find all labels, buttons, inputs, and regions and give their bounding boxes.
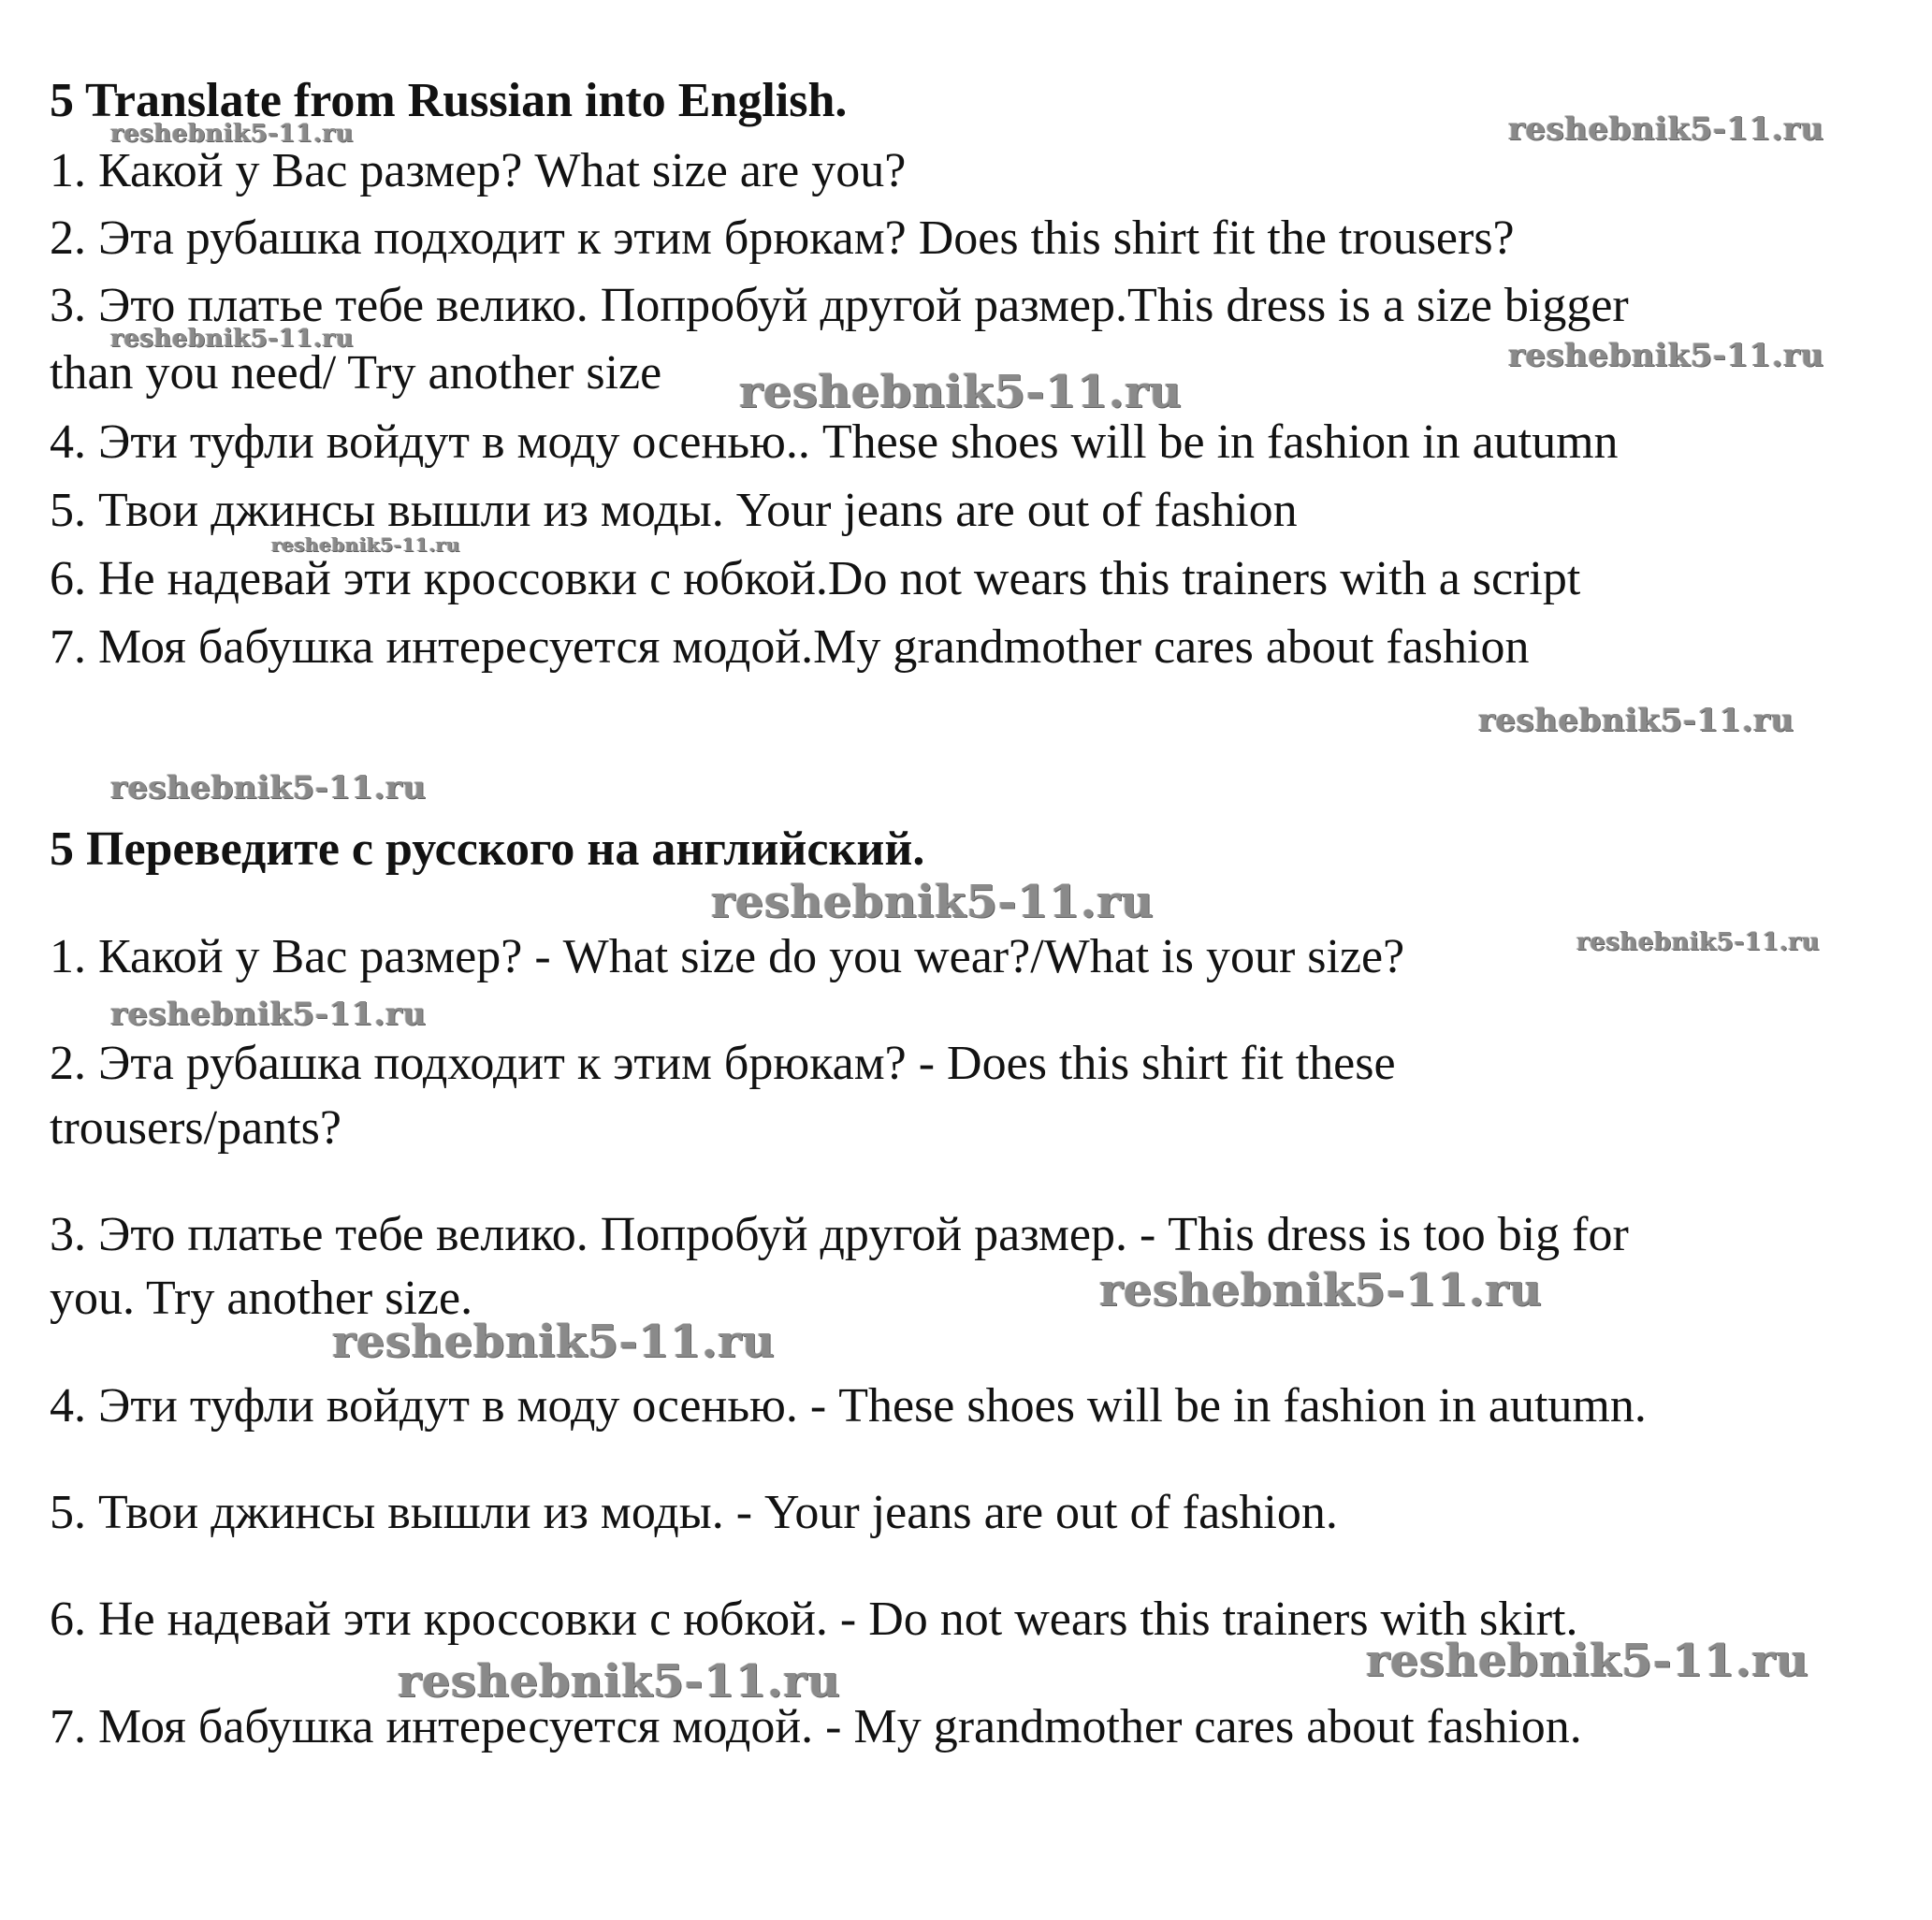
watermark: reshebnik5-11.ru <box>110 325 355 353</box>
watermark: reshebnik5-11.ru <box>1099 1264 1543 1316</box>
section1-line-1: 1. Какой у Вас размер? What size are you? <box>50 144 907 197</box>
section1-heading: 5 Translate from Russian into English. <box>50 74 848 127</box>
section2-line-6: 4. Эти туфли войдут в моду осенью. - These shoes will be in fashion in autumn. <box>50 1379 1647 1433</box>
section1-line-6: 5. Твои джинсы вышли из моды. Your jeans are out of fashion <box>50 484 1298 537</box>
watermark: reshebnik5-11.ru <box>1576 928 1821 956</box>
section2-line-9: 7. Моя бабушка интересуется модой. - My grandmother cares about fashion. <box>50 1700 1582 1753</box>
section1-line-4: than you need/ Try another size <box>50 346 662 400</box>
watermark: reshebnik5-11.ru <box>1478 702 1794 739</box>
watermark: reshebnik5-11.ru <box>1366 1635 1809 1687</box>
section2-line-1: 1. Какой у Вас размер? - What size do you wear?/What is your size? <box>50 930 1405 983</box>
section2-line-3: trousers/pants? <box>50 1101 341 1155</box>
watermark: reshebnik5-11.ru <box>110 120 355 148</box>
section2-line-5: you. Try another size. <box>50 1272 473 1325</box>
section2-line-8: 6. Не надевай эти кроссовки с юбкой. - Do not wears this trainers with skirt. <box>50 1593 1578 1646</box>
watermark: reshebnik5-11.ru <box>1508 110 1824 148</box>
watermark: reshebnik5-11.ru <box>332 1316 776 1368</box>
section1-line-3: 3. Это платье тебе велико. Попробуй другой размер.This dress is a size bigger <box>50 279 1629 332</box>
watermark: reshebnik5-11.ru <box>398 1655 841 1708</box>
section1-line-7: 6. Не надевай эти кроссовки с юбкой.Do not wears this trainers with a script <box>50 552 1581 605</box>
watermark: reshebnik5-11.ru <box>271 533 460 556</box>
watermark: reshebnik5-11.ru <box>711 876 1155 928</box>
section2-line-4: 3. Это платье тебе велико. Попробуй другой размер. - This dress is too big for <box>50 1208 1629 1261</box>
watermark: reshebnik5-11.ru <box>739 366 1183 418</box>
section2-line-2: 2. Эта рубашка подходит к этим брюкам? - Does this shirt fit these <box>50 1037 1396 1090</box>
section1-line-2: 2. Эта рубашка подходит к этим брюкам? Does this shirt fit the trousers? <box>50 211 1515 265</box>
section2-line-7: 5. Твои джинсы вышли из моды. - Your jeans are out of fashion. <box>50 1486 1338 1539</box>
watermark: reshebnik5-11.ru <box>110 996 427 1033</box>
section1-line-8: 7. Моя бабушка интересуется модой.My grandmother cares about fashion <box>50 620 1530 674</box>
watermark: reshebnik5-11.ru <box>1508 337 1824 374</box>
section2-heading: 5 Переведите с русского на английский. <box>50 822 925 876</box>
watermark: reshebnik5-11.ru <box>110 769 427 807</box>
section1-line-5: 4. Эти туфли войдут в моду осенью.. These shoes will be in fashion in autumn <box>50 415 1619 469</box>
